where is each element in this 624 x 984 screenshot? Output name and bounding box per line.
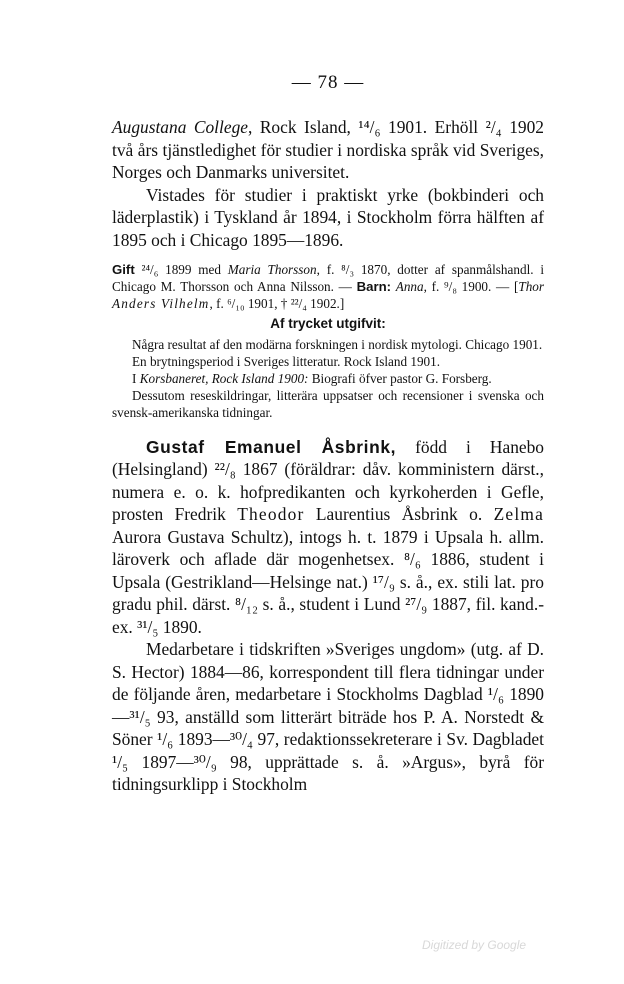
gift-label: Gift bbox=[112, 262, 135, 277]
person-name: Gustaf Emanuel Åsbrink, bbox=[146, 436, 397, 457]
gift-text-a: ²⁴/₆ 1899 med bbox=[134, 262, 228, 277]
watermark: Digitized by Google bbox=[422, 938, 527, 952]
work-item-4: Dessutom reseskildringar, litterära uppsatser och recensioner i svenska och svensk-amerikanska tidningar. bbox=[112, 388, 544, 421]
bio-paragraph-1 bbox=[112, 436, 544, 639]
wife-name: Maria Thorsson bbox=[227, 262, 317, 277]
spacer bbox=[112, 251, 544, 261]
page-number: — 78 — bbox=[291, 72, 365, 93]
bio-paragraph-2: Medarbetare i tidskriften »Sveriges ungdom» (utg. af D. S. Hector) 1884—86, korrespondent till flera tidningar under de följande åren, medarbetare i Stockholms Dagblad ¹/₆ 1890—³¹/₅ 93, anställd som litterärt biträde hos P. A. Norstedt & Söner ¹/₆ 1893—³⁰/₄ 97, redaktionssekreterare i Sv. Dagbladet ¹/₅ 1897—³⁰/₉ 98, upprättade s. å. »Argus», byrå för tidningsurklipp i Stockholm bbox=[112, 639, 544, 795]
child2-text: , f. ⁶/₁₀ 1901, † ²²/₄ 1902.] bbox=[209, 296, 345, 312]
page-body bbox=[112, 72, 544, 796]
work3-rest: Biografi öfver pastor G. Forsberg. bbox=[308, 371, 492, 387]
bio-text-c: Aurora Gustava Schultz), intogs h. t. 1879 i Upsala h. allm. läroverk och aflade där mogenhetsex. ⁸/₆ 1886, student i Upsala (Gestrikland—Helsinge nat.) ¹⁷/₉ s. å., ex. stili lat. pro gradu phil. därst. ⁸/₁₂ s. å., student i Lund ²⁷/₉ 1887, fil. kand.-ex. ³¹/₅ 1890. bbox=[112, 526, 544, 637]
family-paragraph bbox=[112, 261, 544, 313]
work-item-3 bbox=[112, 370, 544, 387]
work-item-2: En brytningsperiod i Sveriges litteratur. Rock Island 1901. bbox=[132, 353, 441, 369]
child1-text: , f. ⁹/₈ 1900. — [ bbox=[423, 279, 519, 295]
child2-rest: Anders Vilhelm bbox=[112, 296, 210, 312]
child1-name: Anna bbox=[395, 279, 424, 295]
work3-title: Korsbaneret, Rock Island 1900: bbox=[139, 371, 309, 387]
barn-label: Barn: bbox=[356, 279, 392, 295]
spacer bbox=[112, 422, 544, 436]
work-item-1: Några resultat af den modärna forskningen i nordisk mytologi. Chicago 1901. bbox=[132, 336, 543, 352]
intro-text-1: , Rock Island, ¹⁴/₆ 1901. Erhöll ²/₄ 1902 två års tjänstledighet för studier i nordiska språk vid Sveriges, Norges och Danmarks universitet. bbox=[112, 117, 544, 182]
bio-text-b: Laurentius Åsbrink o. bbox=[304, 504, 494, 525]
college-name: Augustana College bbox=[112, 117, 248, 137]
bio-text-a: född i Hanebo (Helsingland) ²²/₈ 1867 (föräldrar: dåv. komministern därst., numera e. o. k. hofpredikanten och kyrkoherden i Gefle, prosten Fredrik bbox=[112, 436, 544, 525]
intro-paragraph-1 bbox=[112, 116, 544, 184]
work3-prefix: I bbox=[132, 371, 140, 387]
works-heading: Af trycket utgifvit: bbox=[270, 315, 386, 331]
father-name: Theodor bbox=[237, 504, 305, 525]
mother-name: Zelma bbox=[493, 504, 544, 525]
gift-text-b: , f. ⁸/₃ 1870, dotter af spanmålshandl. i Chicago M. Thorsson och Anna Nilsson. — bbox=[112, 262, 544, 295]
child2-first: Thor bbox=[518, 279, 545, 295]
intro-paragraph-2: Vistades för studier i praktiskt yrke (bokbinderi och läderplastik) i Tyskland år 1894, i Stockholm förra hälften af 1895 och i Chicago 1895—1896. bbox=[112, 184, 544, 250]
